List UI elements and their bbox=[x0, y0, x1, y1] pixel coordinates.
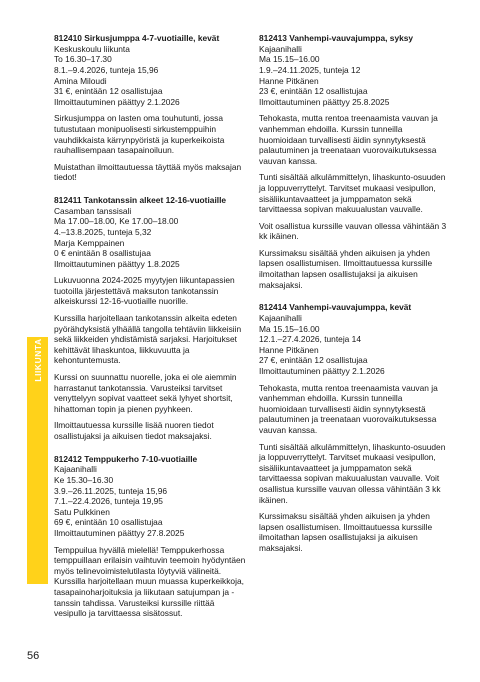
course-entry bbox=[259, 302, 451, 553]
course-entry bbox=[54, 454, 246, 619]
course-description: Lukuvuonna 2024-2025 myytyjen liikuntapassien tuotoilla järjestettävä maksuton tankotanssin alkeiskurssi 12-16-vuotiaille nuorille. bbox=[54, 275, 235, 307]
course-description: Tehokasta, mutta rentoa treenaamista vauvan ja vanhemman ehdoilla. Kurssin tunneilla huomioidaan turvallisesti äidin synnytyksestä palautuminen ja treenataan vuorovaikutuksessa vauvan kanssa. bbox=[259, 113, 438, 166]
course-teacher: Hanne Pitkänen bbox=[259, 75, 319, 86]
course-title: 812412 Temppukerho 7-10-vuotiaille bbox=[54, 453, 198, 464]
course-description: Sirkusjumppa on lasten oma touhutunti, jossa tutustutaan monipuolisesti sirkustemppuihin vauhdikkaista kärrynpyöristä ja kuperkeikoista rauhallisempaan tasapainoiluun. bbox=[54, 113, 225, 156]
course-description: Kurssilla harjoitellaan tankotanssin alkeita edeten pyörähdyksistä ylhäällä tangolla tehtäviin liikkeisiin sekä liikkeiden yhdistämistä sarjaksi. Harjoitukset kehittävät lihaskuntoa, liikkuvuutta ja kehontuntemusta. bbox=[54, 313, 242, 366]
course-schedule: Ke 15.30–16.30 bbox=[54, 474, 114, 485]
right-column bbox=[259, 33, 451, 566]
course-deadline: Ilmoittautuminen päättyy 27.8.2025 bbox=[54, 527, 185, 538]
course-dates: 3.9.–26.11.2025, tunteja 15,96 bbox=[54, 485, 168, 496]
course-deadline: Ilmoittautuminen päättyy 1.8.2025 bbox=[54, 258, 180, 269]
course-price: 31 €, enintään 12 osallistujaa bbox=[54, 86, 163, 97]
course-title: 812413 Vanhempi-vauvajumppa, syksy bbox=[259, 33, 414, 43]
course-description: Temppuilua hyvällä mielellä! Temppukerhossa temppuillaan erilaisin vaihtuvin teemoin hyödyntäen myös telinevoimistelutilasta löytyviä välineitä. Kurssilla harjoitellaan muun muassa kuperkeikkoja, tasapainoharjoituksia ja liikutaan satujumpan ja -tanssin tahdissa. Varusteiksi kurssille riittää vesipullo ja tarvittaessa sisätossut. bbox=[54, 544, 246, 619]
course-deadline: Ilmoittautuminen päättyy 2.1.2026 bbox=[54, 96, 180, 107]
course-price: 27 €, enintään 12 osallistujaa bbox=[259, 355, 368, 366]
section-tab bbox=[27, 337, 48, 584]
course-location: Kajaanihalli bbox=[259, 313, 302, 324]
course-teacher: Satu Pulkkinen bbox=[54, 506, 110, 517]
course-dates: 1.9.–24.11.2025, tunteja 12 bbox=[259, 64, 361, 75]
course-description: Muistathan ilmoittautuessa täyttää myös maksajan tiedot! bbox=[54, 161, 242, 183]
course-schedule: To 16.30–17.30 bbox=[54, 54, 112, 65]
course-location: Kajaanihalli bbox=[54, 464, 97, 475]
course-description: Voit osallistua kurssille vauvan ollessa vähintään 3 kk ikäinen. bbox=[259, 220, 447, 242]
course-schedule: Ma 17.00–18.00, Ke 17.00–18.00 bbox=[54, 216, 179, 227]
course-price: 69 €, enintään 10 osallistujaa bbox=[54, 517, 163, 528]
course-title: 812410 Sirkusjumppa 4-7-vuotiaille, kevät bbox=[54, 33, 220, 43]
course-dates: 8.1.–9.4.2026, tunteja 15,96 bbox=[54, 64, 159, 75]
course-description: Tehokasta, mutta rentoa treenaamista vauvan ja vanhemman ehdoilla. Kurssin tunneilla huomioidaan turvallisesti äidin synnytyksestä palautuminen ja treenataan vuorovaikutuksessa vauvan kanssa. bbox=[259, 382, 438, 435]
section-tab-label: LIIKUNTA bbox=[32, 338, 43, 382]
course-location: Kajaanihalli bbox=[259, 43, 302, 54]
course-title: 812414 Vanhempi-vauvajumppa, kevät bbox=[259, 302, 412, 313]
course-location: Keskuskoulu liikunta bbox=[54, 43, 130, 54]
course-description: Tunti sisältää alkulämmittelyn, lihaskunto-osuuden ja loppuverryttelyt. Tarvitset mukaasi vesipullon, sisäliikuntavaatteet ja jumppamaton sekä tarvittaessa sopivan makuualustan vauvalle. bbox=[259, 172, 446, 215]
course-price: 23 €, enintään 12 osallistujaa bbox=[259, 86, 368, 97]
course-teacher: Marja Kemppainen bbox=[54, 237, 125, 248]
course-dates: 4.–13.8.2025, tunteja 5,32 bbox=[54, 226, 152, 237]
course-price: 0 € enintään 8 osallistujaa bbox=[54, 248, 151, 259]
course-teacher: Amina Miloudi bbox=[54, 75, 107, 86]
course-title: 812411 Tankotanssin alkeet 12-16-vuotiaille bbox=[54, 194, 227, 205]
course-description: Tunti sisältää alkulämmittelyn, lihaskunto-osuuden ja loppuverryttelyt. Tarvitset mukaasi vesipullon, sisäliikuntavaatteet ja jumppamaton sekä tarvittaessa sopivan makuualustan vauvalle. Voit osallistua kurssille vauvan ollessa vähintään 3 kk ikäinen. bbox=[259, 441, 446, 505]
course-dates: 7.1.–22.4.2026, tunteja 19,95 bbox=[54, 496, 163, 507]
course-entry bbox=[259, 33, 451, 290]
course-entry bbox=[54, 195, 246, 442]
course-description: Kurssimaksu sisältää yhden aikuisen ja yhden lapsen osallistumisen. Ilmoittautuessa kurssille ilmoitathan lapsen osallistujaksi ja aikuisen maksajaksi. bbox=[259, 511, 433, 553]
course-teacher: Hanne Pitkänen bbox=[259, 344, 319, 355]
course-deadline: Ilmoittautuminen päättyy 25.8.2025 bbox=[259, 96, 390, 107]
course-schedule: Ma 15.15–16.00 bbox=[259, 54, 320, 65]
course-description: Kurssi on suunnattu nuorelle, joka ei ole aiemmin harrastanut tankotanssia. Varusteiksi tarvitset venyttelyyn sopivat vaatteet sekä lyhyet shortsit, hihattoman topin ja pienen pyyhkeen. bbox=[54, 372, 237, 414]
course-dates: 12.1.–27.4.2026, tunteja 14 bbox=[259, 334, 361, 345]
course-description: Ilmoittautuessa kurssille lisää nuoren tiedot osallistujaksi ja aikuisen tiedot maksajaksi. bbox=[54, 420, 214, 441]
course-deadline: Ilmoittautuminen päättyy 2.1.2026 bbox=[259, 366, 385, 377]
left-column bbox=[54, 33, 246, 631]
course-description: Kurssimaksu sisältää yhden aikuisen ja yhden lapsen osallistumisen. Ilmoittautuessa kurssille ilmoitathan lapsen osallistujaksi ja aikuisen maksajaksi. bbox=[259, 247, 433, 290]
course-location: Casamban tanssisali bbox=[54, 205, 132, 216]
page-number: 56 bbox=[27, 650, 40, 662]
course-entry bbox=[54, 33, 246, 183]
course-schedule: Ma 15.15–16.00 bbox=[259, 323, 320, 334]
